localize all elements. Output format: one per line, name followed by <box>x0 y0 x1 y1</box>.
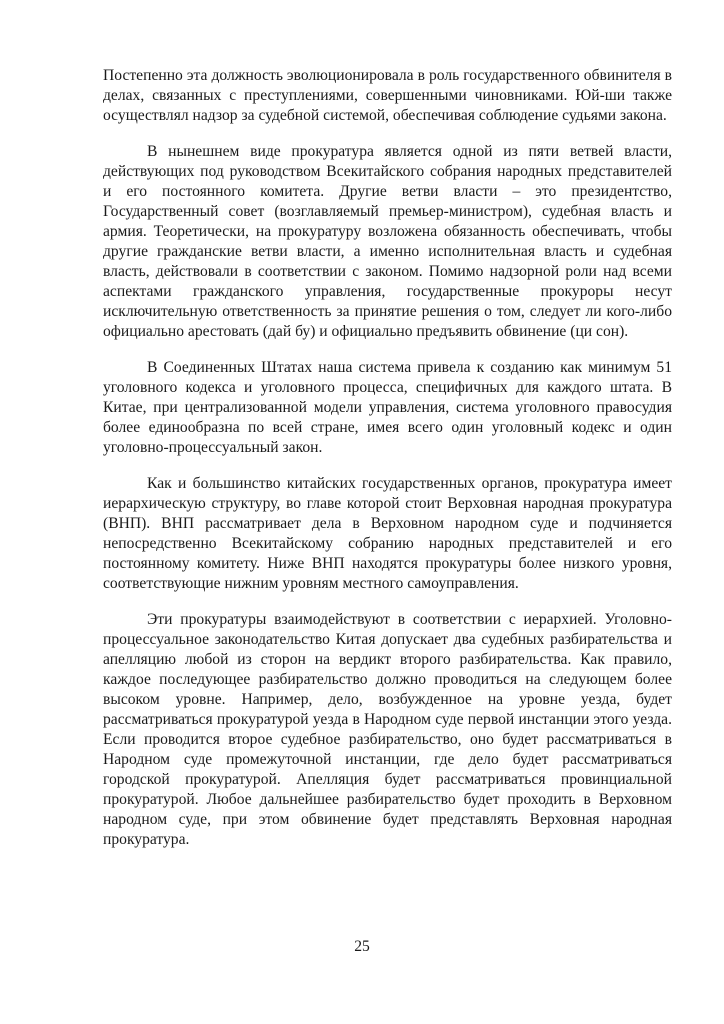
paragraph-3: В Соединенных Штатах наша система привела к созданию как минимум 51 уголовного кодекса и уголовного процесса, специфичных для каждого штата. В Китае, при централизованной модели управления, система уголовного правосудия более единообразна по всей стране, имея всего один уголовный кодекс и один уголовно-процессуальный закон. <box>103 359 672 456</box>
paragraph-5: Эти прокуратуры взаимодействуют в соответствии с иерархией. Уголовно-процессуальное законодательство Китая допускает два судебных разбирательства и апелляцию любой из сторон на вердикт второго разбирательства. Как правило, каждое последующее разбирательство должно проводиться на следующем более высоком уровне. Например, дело, возбужденное на уровне уезда, будет рассматриваться прокуратурой уезда в Народном суде первой инстанции этого уезда. Если проводится второе судебное разбирательство, оно будет рассматриваться в Народном суде промежуточной инстанции, где дело будет рассматриваться городской прокуратурой. Апелляция будет рассматриваться провинциальной прокуратурой. Любое дальнейшее разбирательство будет проходить в Верховном народном суде, при этом обвинение будет представлять Верховная народная прокуратура. <box>103 611 672 848</box>
page-number: 25 <box>354 938 370 955</box>
paragraph-4: Как и большинство китайских государственных органов, прокуратура имеет иерархическую структуру, во главе которой стоит Верховная народная прокуратура (ВНП). ВНП рассматривает дела в Верховном народном суде и подчиняется непосредственно Всекитайскому собранию народных представителей и его постоянному комитету. Ниже ВНП находятся прокуратуры более низкого уровня, соответствующие нижним уровням местного самоуправления. <box>103 475 672 592</box>
document-body <box>103 66 672 866</box>
paragraph-2: В нынешнем виде прокуратура является одной из пяти ветвей власти, действующих под руководством Всекитайского собрания народных представителей и его постоянного комитета. Другие ветви власти – это президентство, Государственный совет (возглавляемый премьер-министром), судебная власть и армия. Теоретически, на прокуратуру возложена обязанность обеспечивать, чтобы другие гражданские ветви власти, а именно исполнительная власть и судебная власть, действовали в соответствии с законом. Помимо надзорной роли над всеми аспектами гражданского управления, государственные прокуроры несут исключительную ответственность за принятие решения о том, следует ли кого-либо официально арестовать (дай бу) и официально предъявить обвинение (ци сон). <box>103 143 672 340</box>
paragraph-1: Постепенно эта должность эволюционировала в роль государственного обвинителя в делах, связанных с преступлениями, совершенными чиновниками. Юй-ши также осуществлял надзор за судебной системой, обеспечивая соблюдение судьями закона. <box>103 67 672 124</box>
